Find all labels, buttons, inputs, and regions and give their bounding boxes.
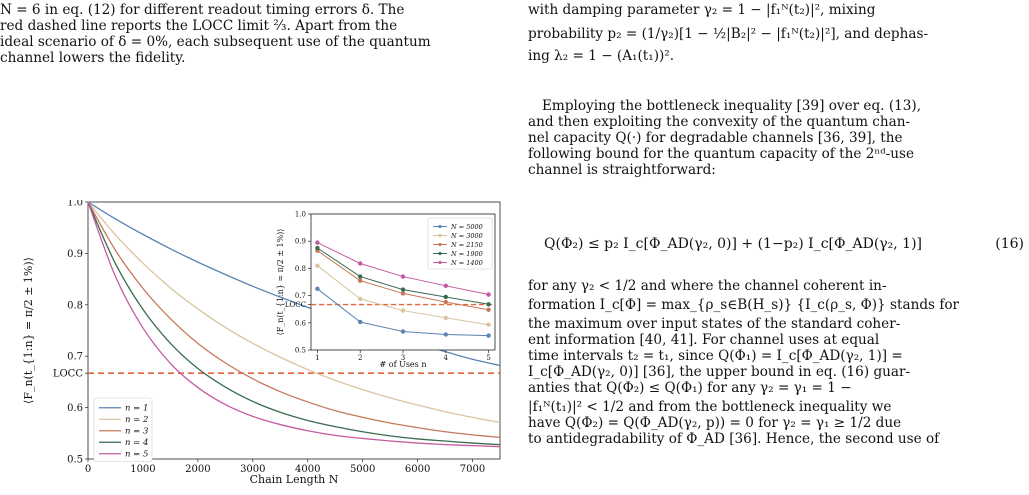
legend-label: N = 1900	[451, 249, 483, 258]
legend-label: n = 5	[125, 449, 149, 460]
x-tick-label: 5000	[349, 464, 376, 475]
x-tick-label: 2	[357, 354, 363, 362]
legend-label: N = 1400	[451, 258, 483, 267]
text-line: the maximum over input states of the standard coher-	[528, 316, 901, 332]
data-point	[358, 278, 362, 282]
legend-label: N = 2150	[451, 240, 483, 249]
data-point	[358, 261, 362, 265]
data-point	[401, 274, 405, 278]
x-tick-label: 4000	[295, 464, 321, 475]
x-tick-label: 1000	[130, 464, 156, 475]
legend-marker	[438, 234, 441, 237]
legend-label: n = 1	[125, 403, 149, 414]
y-tick-label: 1.0	[67, 200, 83, 209]
text-line: and then exploiting the convexity of the quantum chan-	[528, 114, 911, 130]
fidelity-figure	[0, 200, 505, 490]
y-tick-label: 0.9	[294, 237, 306, 246]
text-line: |f₁ᴺ(t₁)|² < 1/2 and from the bottleneck inequality we	[528, 399, 892, 415]
paragraph-3	[528, 278, 1026, 447]
data-point	[315, 246, 319, 250]
data-point	[444, 316, 448, 320]
x-tick-label: 3	[400, 354, 406, 362]
x-tick-label: 6000	[404, 464, 431, 475]
data-point	[358, 320, 362, 324]
data-point	[444, 300, 448, 304]
data-point	[315, 240, 319, 244]
x-tick-label: 3000	[240, 464, 266, 475]
locc-tick-label: LOCC	[284, 301, 306, 310]
text-line: for any γ₂ < 1/2 and where the channel coherent in-	[528, 278, 887, 294]
data-point	[315, 287, 319, 291]
text-line: time intervals t₂ = t₁, since Q(Φ₁) = I_c[Φ_AD(γ₂, 1)] =	[528, 348, 903, 364]
legend-marker	[438, 225, 441, 228]
x-tick-label: 4	[443, 354, 449, 362]
data-point	[486, 333, 490, 337]
y-axis-label: ⟨F_n(t_{1:n} = π/2 ± 1%)⟩	[22, 257, 35, 404]
data-point	[486, 323, 490, 327]
y-tick-label: 0.9	[67, 248, 83, 260]
data-point	[358, 274, 362, 278]
caption-line: channel lowers the fidelity.	[0, 50, 186, 66]
text-line: have Q(Φ₂) = Q(Φ_AD(γ₂, p)) = 0 for γ₂ = γ₁ ≥ 1/2 due	[528, 415, 902, 431]
y-tick-label: 1.0	[294, 210, 306, 219]
text-line: I_c[Φ_AD(γ₂, 0)] [36], the upper bound in eq. (16) guar-	[528, 364, 911, 380]
text-line: formation I_c[Φ] = max_{ρ_s∈B(H_s)} {I_c(ρ_s, Φ)} stands for	[528, 297, 960, 313]
data-point	[444, 295, 448, 299]
data-point	[401, 308, 405, 312]
paragraph-2	[528, 98, 1026, 178]
y-tick-label: 0.7	[67, 351, 83, 363]
x-axis-label: # of Uses n	[379, 359, 427, 369]
caption-line: red dashed line reports the LOCC limit ⅔. Apart from the	[0, 18, 398, 34]
x-tick-label: 2000	[185, 464, 211, 475]
y-tick-label: 0.7	[294, 292, 306, 301]
data-point	[444, 332, 448, 336]
x-tick-label: 7000	[459, 464, 486, 475]
caption-line: N = 6 in eq. (12) for different readout timing errors δ. The	[0, 2, 405, 18]
data-point	[315, 263, 319, 267]
data-point	[444, 284, 448, 288]
text-line: with damping parameter γ₂ = 1 − |f₁ᴺ(t₂)|², mixing	[528, 2, 876, 18]
text-line: probability p₂ = (1/γ₂)[1 − ½|B₂|² − |f₁ᴺ(t₂)|²], and dephas-	[528, 26, 929, 42]
x-tick-label: 5	[486, 354, 491, 362]
figure-caption	[0, 2, 505, 66]
text-line: to antidegradability of Φ_AD [36]. Hence, the second use of	[528, 431, 940, 447]
caption-line: ideal scenario of δ = 0%, each subsequent use of the quantum	[0, 34, 431, 50]
y-tick-label: 0.5	[294, 346, 306, 355]
y-tick-label: 0.8	[67, 300, 83, 312]
legend-label: N = 3000	[451, 231, 483, 240]
x-axis-label: Chain Length N	[249, 473, 339, 486]
x-tick-label: 1	[315, 354, 320, 362]
data-point	[358, 297, 362, 301]
y-tick-label: 0.8	[294, 264, 306, 273]
text-line: following bound for the quantum capacity of the 2ⁿᵈ-use	[528, 146, 915, 162]
data-point	[401, 291, 405, 295]
data-point	[401, 329, 405, 333]
y-tick-label: 0.6	[294, 319, 306, 328]
text-line: ing λ₂ = 1 − (A₁(t₁))².	[528, 48, 675, 64]
legend-label: n = 2	[125, 415, 149, 426]
legend-label: N = 5000	[451, 222, 483, 231]
legend-marker	[438, 261, 441, 264]
figure	[0, 200, 505, 494]
y-tick-label: 0.6	[67, 403, 83, 415]
data-point	[486, 302, 490, 306]
data-point	[401, 287, 405, 291]
equation-number: (16)	[995, 236, 1024, 252]
text-line: ent information [40, 41]. For channel uses at equal	[528, 332, 880, 348]
y-tick-label: 0.5	[67, 454, 83, 466]
y-axis-label: ⟨F_n(t_{1:n} = π/2 ± 1%)⟩	[276, 228, 285, 336]
equation-body: Q(Φ₂) ≤ p₂ I_c[Φ_AD(γ₂, 0)] + (1−p₂) I_c[Φ_AD(γ₂, 1)]	[544, 236, 922, 252]
legend-marker	[438, 243, 441, 246]
text-line: anties that Q(Φ₂) ≤ Q(Φ₁) for any γ₂ = γ₁ = 1 −	[528, 380, 852, 396]
paragraph-1	[528, 2, 1026, 64]
text-line	[528, 98, 1026, 114]
legend-label: n = 3	[125, 426, 149, 437]
text-line-content: Employing the bottleneck inequality [39] over eq. (13),	[542, 98, 922, 114]
legend-label: n = 4	[125, 438, 149, 449]
data-point	[486, 308, 490, 312]
text-line: nel capacity Q(·) for degradable channels [36, 39], the	[528, 130, 903, 146]
text-line: channel is straightforward:	[528, 162, 716, 178]
data-point	[486, 292, 490, 296]
locc-tick-label: LOCC	[52, 368, 83, 380]
x-tick-label: 0	[84, 464, 92, 475]
legend-marker	[438, 252, 441, 255]
